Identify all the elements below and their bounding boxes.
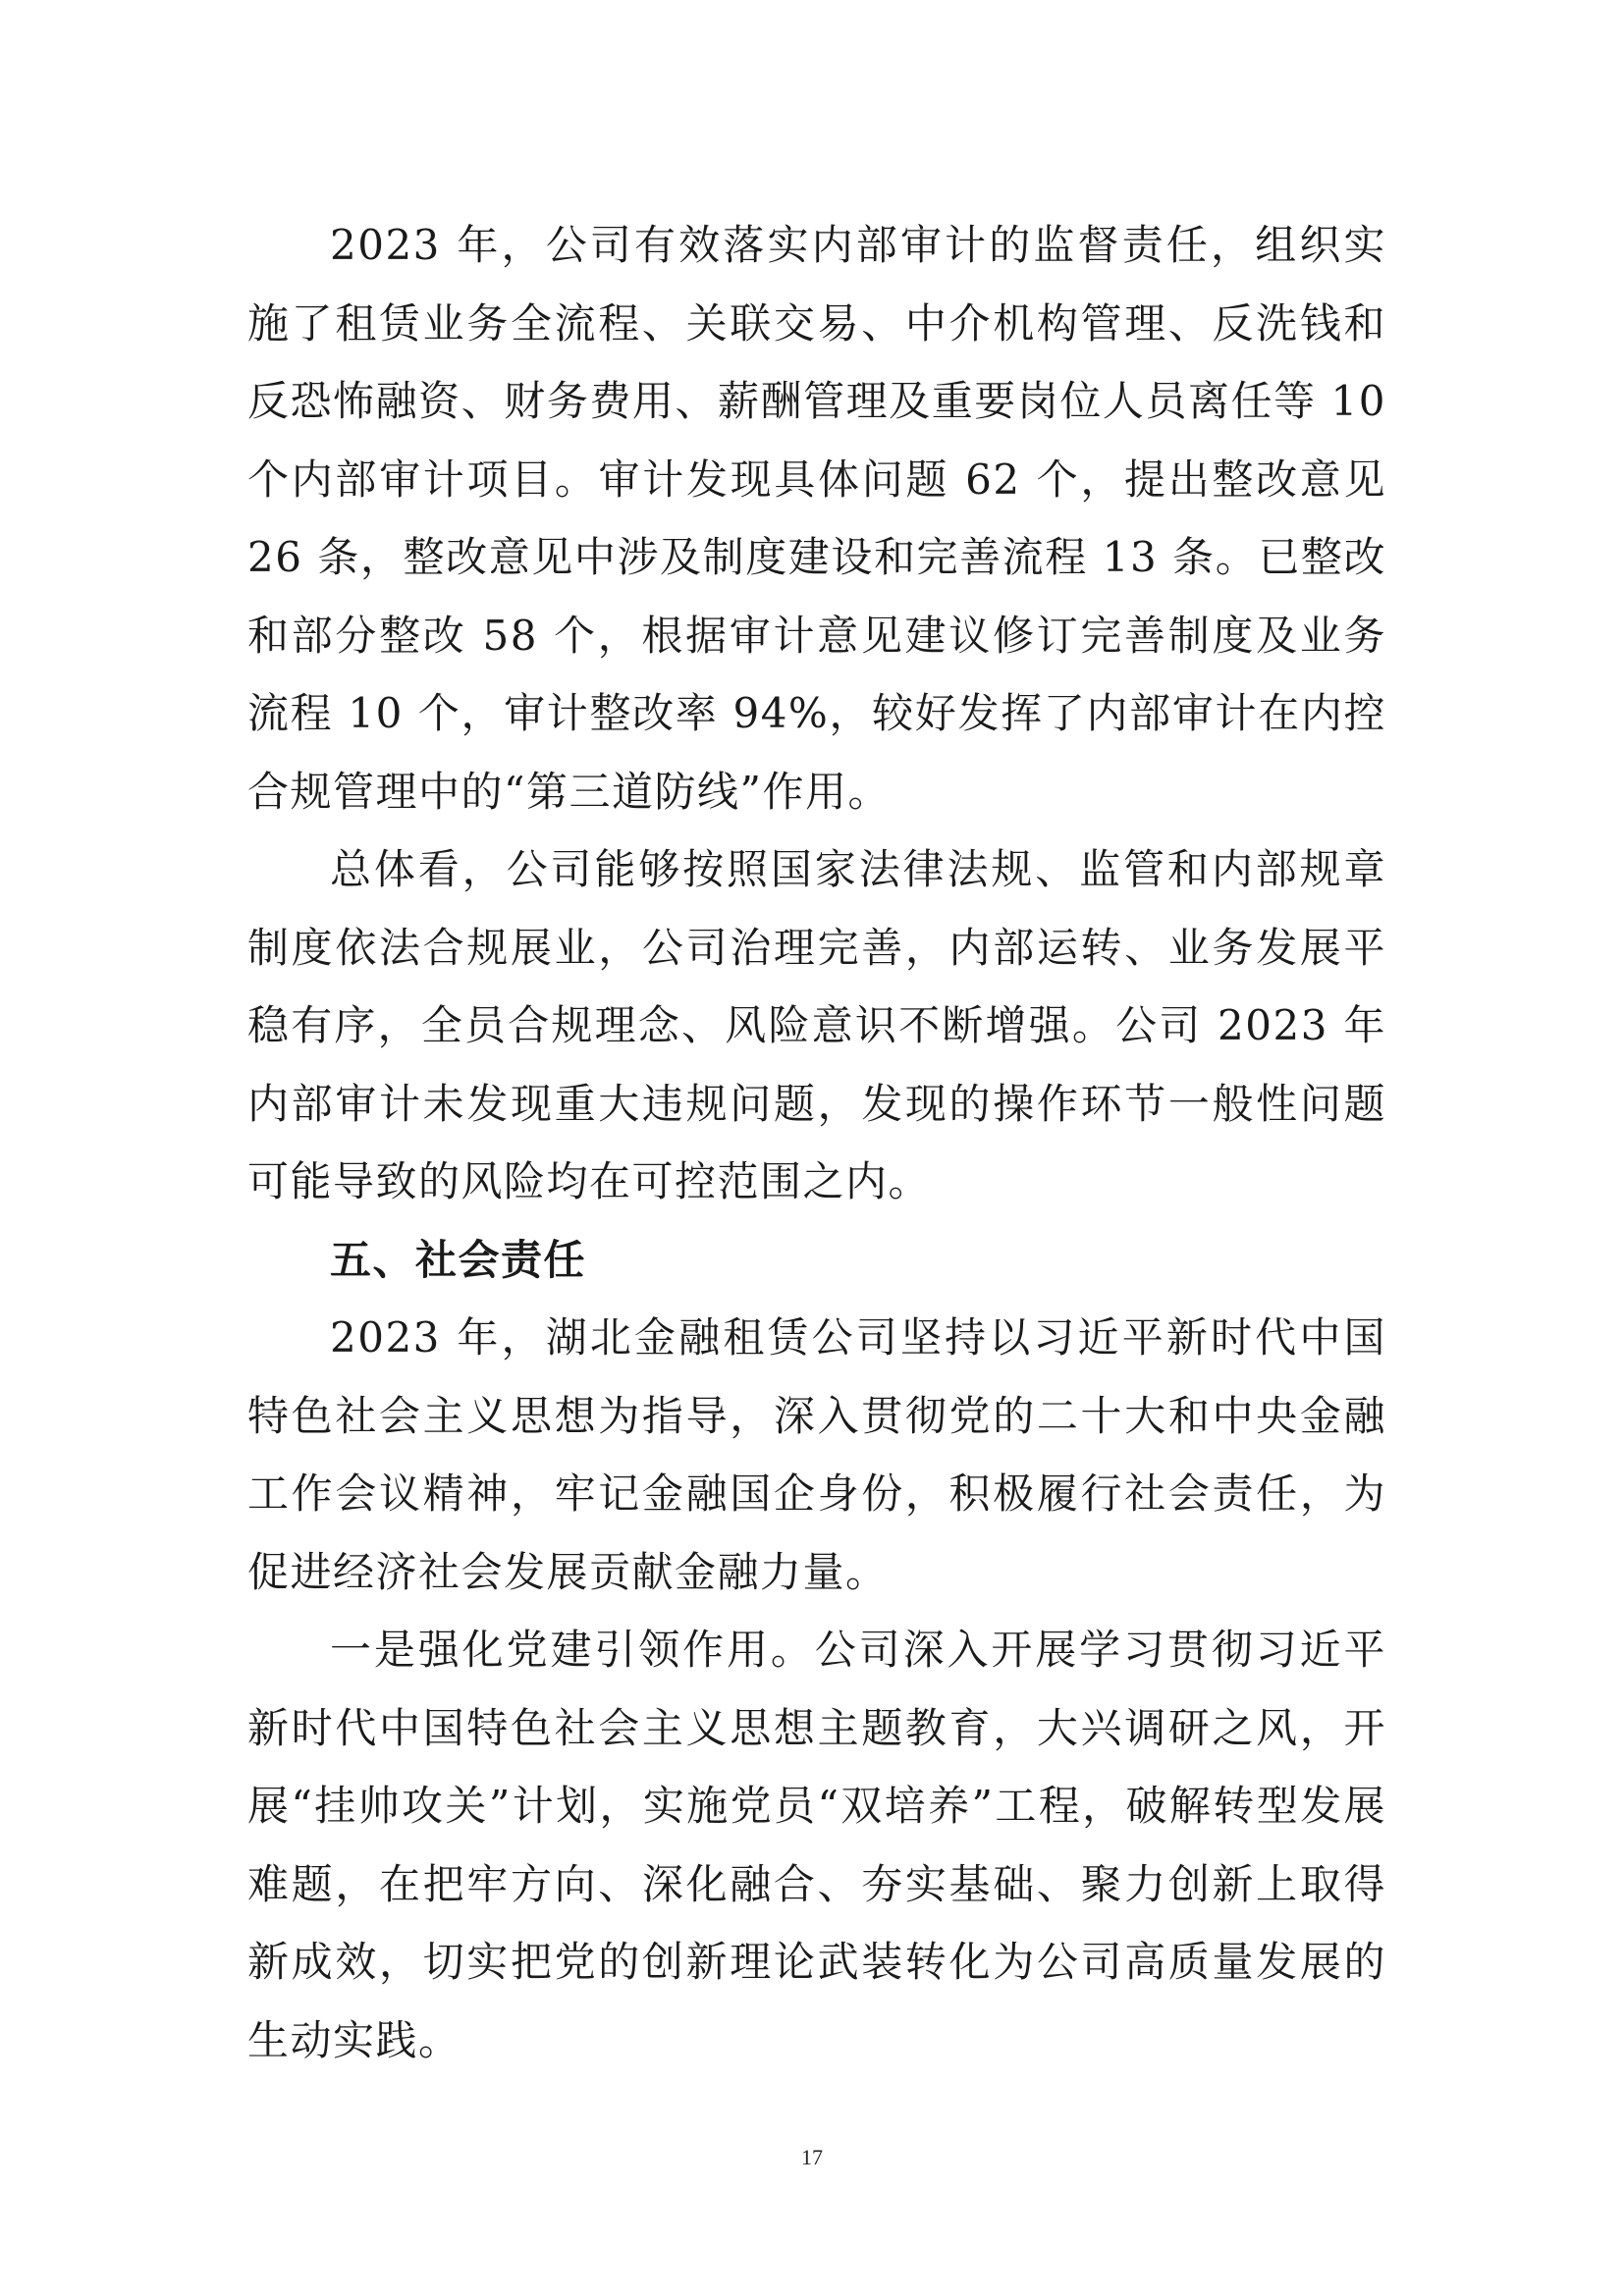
paragraph-internal-audit: 2023 年，公司有效落实内部审计的监督责任，组织实施了租赁业务全流程、关联交易、中介机构管理、反洗钱和反恐怖融资、财务费用、薪酬管理及重要岗位人员离任等 10 个内部审计项目。审计发现具体问题 62 个，提出整改意见 26 条，整改意见中涉及制度建设和完善流程 13 条。已整改和部分整改 58 个，根据审计意见建议修订完善制度及业务流程 10 个，审计整改率 94%，较好发挥了内部审计在内控合规管理中的“第三道防线”作用。 bbox=[247, 221, 1386, 816]
body-text bbox=[247, 206, 1386, 2079]
section-heading: 五、社会责任 bbox=[330, 1235, 587, 1284]
paragraph-summary: 总体看，公司能够按照国家法律法规、监管和内部规章制度依法合规展业，公司治理完善，内部运转、业务发展平稳有序，全员合规理念、风险意识不断增强。公司 2023 年内部审计未发现重大违规问题，发现的操作环节一般性问题可能导致的风险均在可控范围之内。 bbox=[247, 845, 1386, 1205]
paragraph-social-responsibility: 2023 年，湖北金融租赁公司坚持以习近平新时代中国特色社会主义思想为指导，深入贯彻党的二十大和中央金融工作会议精神，牢记金融国企身份，积极履行社会责任，为促进经济社会发展贡献金融力量。 bbox=[247, 1313, 1386, 1596]
page-number: 17 bbox=[801, 2145, 823, 2169]
paragraph-party-building: 一是强化党建引领作用。公司深入开展学习贯彻习近平新时代中国特色社会主义思想主题教育，大兴调研之风，开展“挂帅攻关”计划，实施党员“双培养”工程，破解转型发展难题，在把牢方向、深化融合、夯实基础、聚力创新上取得新成效，切实把党的创新理论武装转化为公司高质量发展的生动实践。 bbox=[247, 1626, 1386, 2064]
